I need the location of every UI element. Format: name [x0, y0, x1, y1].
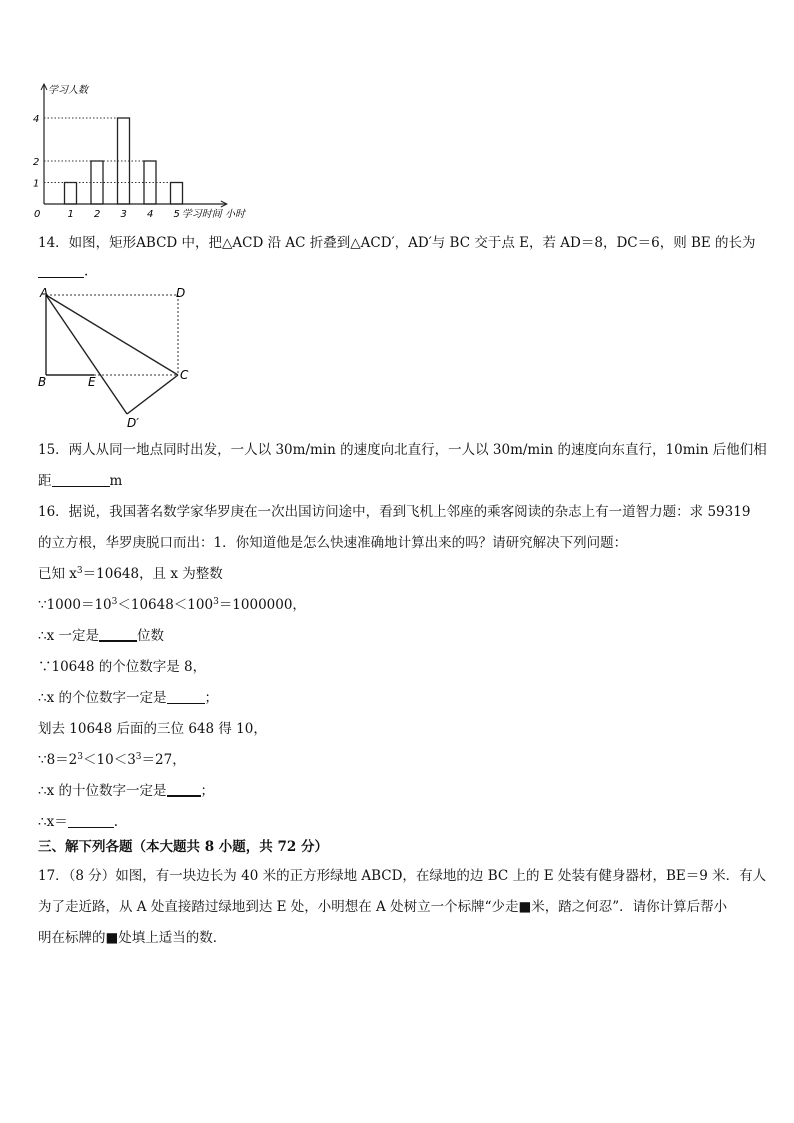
study-time-chart — [30, 78, 270, 220]
seg-ADp — [46, 295, 127, 414]
q16-step3: ∴x 一定是 位数 — [38, 628, 164, 644]
x-tick-2: 2 — [94, 209, 101, 220]
q16-step1: 已知 $x^3=10648$，且 x 为整数 — [38, 566, 223, 582]
y-tick-1: 1 — [33, 178, 40, 190]
label-C: C — [180, 368, 189, 382]
q17-line3: 明在标牌的■处填上适当的数． — [38, 930, 227, 946]
q15-answer-blank[interactable] — [52, 473, 110, 488]
q16-tens-digit-blank[interactable] — [167, 782, 201, 798]
y-tick-2: 2 — [33, 157, 40, 168]
q16-line1: 16．据说，我国著名数学家华罗庚在一次出国访问途中，看到飞机上邻座的乘客阅读的杂志上有一道智力题：求 59319 — [38, 504, 751, 520]
label-E: E — [88, 375, 96, 389]
q14-answer-blank[interactable] — [38, 263, 84, 278]
q16-step4: ∵10648 的个位数字是 8， — [38, 659, 207, 675]
x-tick-0: 0 — [34, 209, 41, 220]
bar-3 — [118, 118, 130, 204]
q16-units-digit-blank[interactable] — [167, 690, 205, 705]
q14-fold-figure — [30, 282, 205, 432]
q16-step6: 划去 10648 后面的三位 648 得 10， — [38, 721, 267, 737]
y-tick-4: 4 — [33, 114, 40, 125]
seg-AC — [46, 295, 178, 375]
q17-line1: 17．（8 分）如图，有一块边长为 40 米的正方形绿地 ABCD，在绿地的边 BC 上的 E 处装有健身器材，BE＝9 米．有人 — [38, 868, 767, 884]
x-axis-label: 学习时间 小时 — [181, 209, 245, 220]
x-tick-3: 3 — [120, 209, 127, 220]
label-Dprime: D′ — [127, 416, 139, 430]
q16-line2: 的立方根，华罗庚脱口而出：1．你知道他是怎么快速准确地计算出来的吗？请研究解决下列问题： — [38, 535, 628, 551]
q14-answer-line: . — [38, 263, 88, 280]
bar-1 — [65, 183, 77, 205]
x-tick-4: 4 — [147, 209, 154, 220]
q16-step9: ∴x＝ . — [38, 814, 118, 830]
x-tick-1: 1 — [67, 209, 74, 220]
q16-step5: ∴x 的个位数字一定是 ； — [38, 690, 218, 706]
section3-title: 三、解下列各题（本大题共 8 小题，共 72 分） — [38, 839, 328, 855]
q16-step8: ∴x 的十位数字一定是 ； — [38, 783, 214, 799]
q15-line1: 15．两人从同一地点同时出发，一人以 30m/min 的速度向北直行，一人以 30m/min 的速度向东直行，10min 后他们相 — [38, 442, 767, 458]
label-A: A — [40, 286, 49, 300]
q14-text: 14．如图，矩形ABCD 中，把△ACD 沿 AC 折叠到△ACD′，AD′与 BC 交于点 E，若 AD＝8，DC＝6，则 BE 的长为 — [38, 235, 756, 251]
q16-step7: $\because 8=2^3<10<3^3=27$， — [38, 752, 186, 768]
q15-line2: 距 m — [38, 473, 123, 489]
seg-CDp — [127, 375, 178, 414]
q16-x-blank[interactable] — [68, 814, 114, 829]
q16-step2: $\because 1000=10^3<10648<100^3=1000000$， — [38, 597, 306, 613]
x-tick-5: 5 — [173, 209, 180, 220]
label-B: B — [38, 375, 47, 389]
bar-5 — [171, 183, 183, 205]
y-axis-label: 学习人数 — [48, 85, 88, 96]
q17-line2: 为了走近路，从 A 处直接踏过绿地到达 E 处，小明想在 A 处树立一个标牌“少走■米，踏之何忍”．请你计算后帮小 — [38, 899, 728, 915]
label-D: D — [176, 286, 186, 300]
q16-digits-blank[interactable] — [99, 627, 137, 643]
